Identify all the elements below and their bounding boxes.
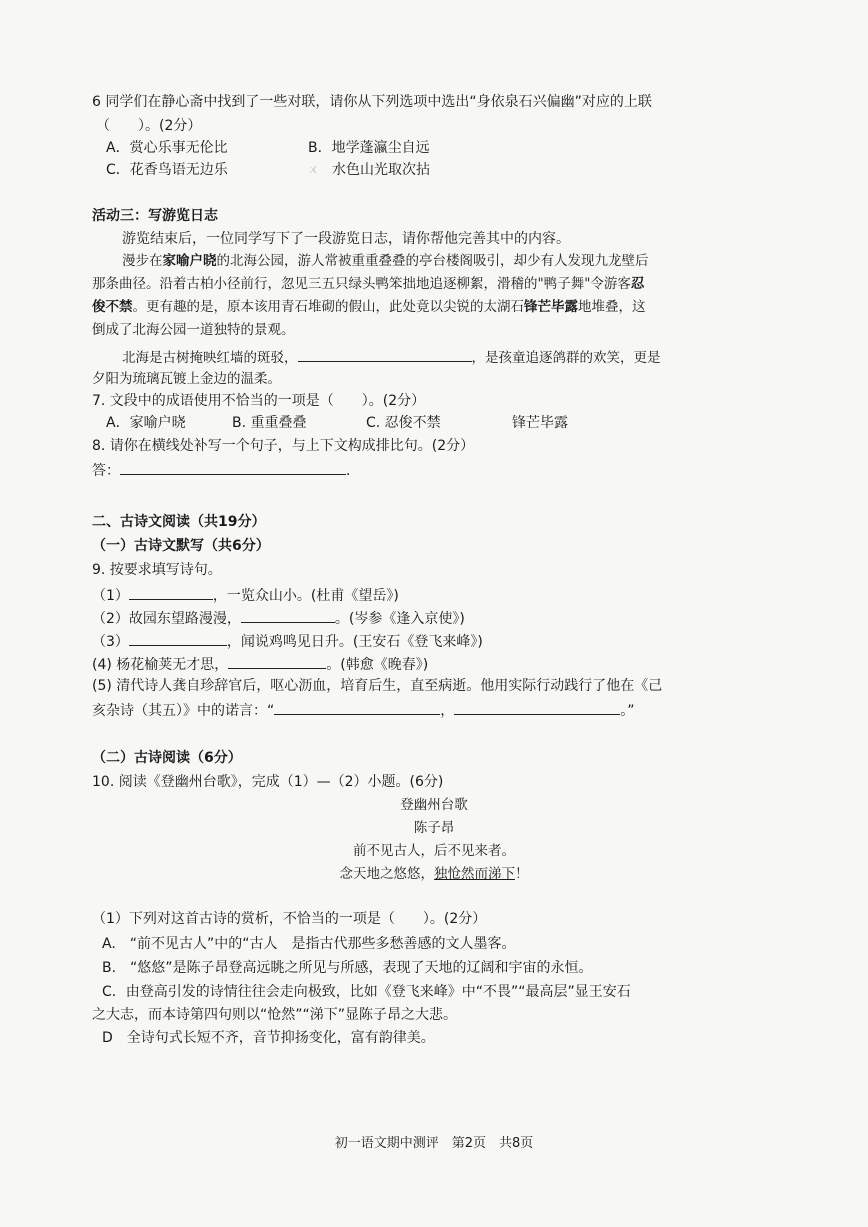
poem-underlined-phrase: 独怆然而涕下 bbox=[434, 866, 515, 882]
q9-item-4: (4) 杨花榆荚无才思， 。(韩愈《晚春》) bbox=[92, 653, 428, 675]
q8-answer-blank[interactable] bbox=[120, 459, 346, 475]
q9-item-2: （2）故园东望路漫漫， 。(岑参《逢入京使》) bbox=[92, 607, 465, 629]
poem-line-1: 前不见古人，后不见来者。 bbox=[353, 843, 515, 859]
q7-option-d: 锋芒毕露 bbox=[512, 415, 568, 431]
page-footer: 初一语文期中测评 第2页 共8页 bbox=[334, 1136, 534, 1151]
log-line-3: 俊不禁。更有趣的是，原本该用青石堆砌的假山，此处竟以尖锐的太湖石锋芒毕露地堆叠，这 bbox=[92, 299, 646, 315]
part2-sub2-title: （二）古诗阅读（6分） bbox=[92, 750, 242, 766]
q9-blank-4[interactable] bbox=[228, 653, 326, 669]
idiom-jiayuhuxiao: 家喻户晓 bbox=[162, 253, 217, 269]
q6-paren: （ ）。(2分） bbox=[96, 118, 202, 134]
q6-option-a: A．赏心乐事无伦比 bbox=[106, 140, 228, 156]
q10-1-stem: （1）下列对这首古诗的赏析，不恰当的一项是（ ）。(2分） bbox=[92, 911, 487, 927]
q8-answer-line: 答： . bbox=[92, 459, 350, 481]
q10-1-option-c: C．由登高引发的诗情往往会走向极致，比如《登飞来峰》中“不畏”“最高层”显王安石 bbox=[102, 984, 631, 1000]
q8-stem: 8. 请你在横线处补写一个句子，与上下文构成排比句。(2分） bbox=[92, 438, 475, 454]
part2-title: 二、古诗文阅读（共19分） bbox=[92, 514, 266, 530]
idiom-renjunbujin: 俊不禁 bbox=[92, 299, 133, 315]
part2-sub1-title: （一）古诗文默写（共6分） bbox=[92, 538, 270, 554]
q9-item-5: (5) 清代诗人龚自珍辞官后，呕心沥血，培育后生，直至病逝。他用实际行动践行了他在《己 bbox=[92, 678, 663, 694]
q10-1-option-a: A. “前不见古人”中的“古人 是指古代那些多愁善感的文人墨客。 bbox=[102, 936, 516, 952]
q6-stem: 6 同学们在静心斋中找到了一些对联，请你从下列选项中选出“身依泉石兴偏幽”对应的上联 bbox=[92, 94, 652, 110]
log-line-2: 那条曲径。沿着古柏小径前行，忽见三五只绿头鸭笨拙地追逐柳絮，滑稽的"鸭子舞"令游客忍 bbox=[92, 276, 645, 292]
q10-stem: 10. 阅读《登幽州台歌》，完成（1）—（2）小题。(6分) bbox=[92, 774, 444, 790]
q7-option-b: B. 重重叠叠 bbox=[232, 415, 307, 431]
q9-item-1: （1） ，一览众山小。(杜甫《望岳》) bbox=[92, 584, 399, 606]
q6-option-c: C．花香鸟语无边乐 bbox=[106, 162, 228, 178]
log-para2-line-1: 北海是古树掩映红墙的斑驳， ，是孩童追逐鸽群的欢笑，更是 bbox=[122, 346, 661, 368]
q10-1-option-b: B. “悠悠”是陈子昂登高远眺之所见与所感，表现了天地的辽阔和宇宙的永恒。 bbox=[102, 960, 593, 976]
poem-title: 登幽州台歌 bbox=[400, 797, 468, 813]
q9-item-3: （3） ，闻说鸡鸣见日升。(王安石《登飞来峰》) bbox=[92, 630, 483, 652]
q6-option-d: 水色山光取次拈 bbox=[332, 162, 430, 178]
q7-option-a: A．家喻户晓 bbox=[106, 415, 186, 431]
q6-option-d-mark: ㄨ bbox=[308, 163, 319, 176]
activity3-title: 活动三：写游览日志 bbox=[92, 208, 218, 224]
poem-line-2: 念天地之悠悠，独怆然而涕下！ bbox=[339, 866, 529, 882]
q10-1-option-d: D 全诗句式长短不齐，音节抑扬变化，富有韵律美。 bbox=[102, 1030, 435, 1046]
log-line-4: 倒成了北海公园一道独特的景观。 bbox=[92, 322, 295, 338]
poem-author: 陈子昂 bbox=[413, 820, 455, 836]
q9-blank-2[interactable] bbox=[241, 607, 335, 623]
q6-option-b: B．地学蓬瀛尘自远 bbox=[308, 140, 430, 156]
idiom-fengmangbilu: 锋芒毕露 bbox=[524, 299, 578, 315]
q9-blank-3[interactable] bbox=[129, 630, 227, 646]
parallel-sentence-blank[interactable] bbox=[298, 346, 472, 362]
q9-item-5-cont: 亥杂诗（其五）》中的诺言：“ ， 。” bbox=[92, 699, 635, 721]
q9-blank-5a[interactable] bbox=[274, 699, 440, 715]
activity3-intro: 游览结束后，一位同学写下了一段游览日志，请你帮他完善其中的内容。 bbox=[122, 231, 570, 247]
log-para2-line-2: 夕阳为琉璃瓦镀上金边的温柔。 bbox=[92, 371, 281, 387]
q9-stem: 9. 按要求填写诗句。 bbox=[92, 562, 222, 578]
q7-option-c: C. 忍俊不禁 bbox=[366, 415, 441, 431]
q7-stem: 7. 文段中的成语使用不恰当的一项是（ ）。(2分） bbox=[92, 393, 426, 409]
q9-blank-1[interactable] bbox=[129, 584, 213, 600]
log-line-1: 漫步在家喻户晓的北海公园，游人常被重重叠叠的亭台楼阁吸引，却少有人发现九龙壁后 bbox=[122, 253, 649, 269]
q10-1-option-c-cont: 之大志，而本诗第四句则以“怆然”“涕下”显陈子昂之大悲。 bbox=[92, 1007, 458, 1023]
q9-blank-5b[interactable] bbox=[454, 699, 620, 715]
